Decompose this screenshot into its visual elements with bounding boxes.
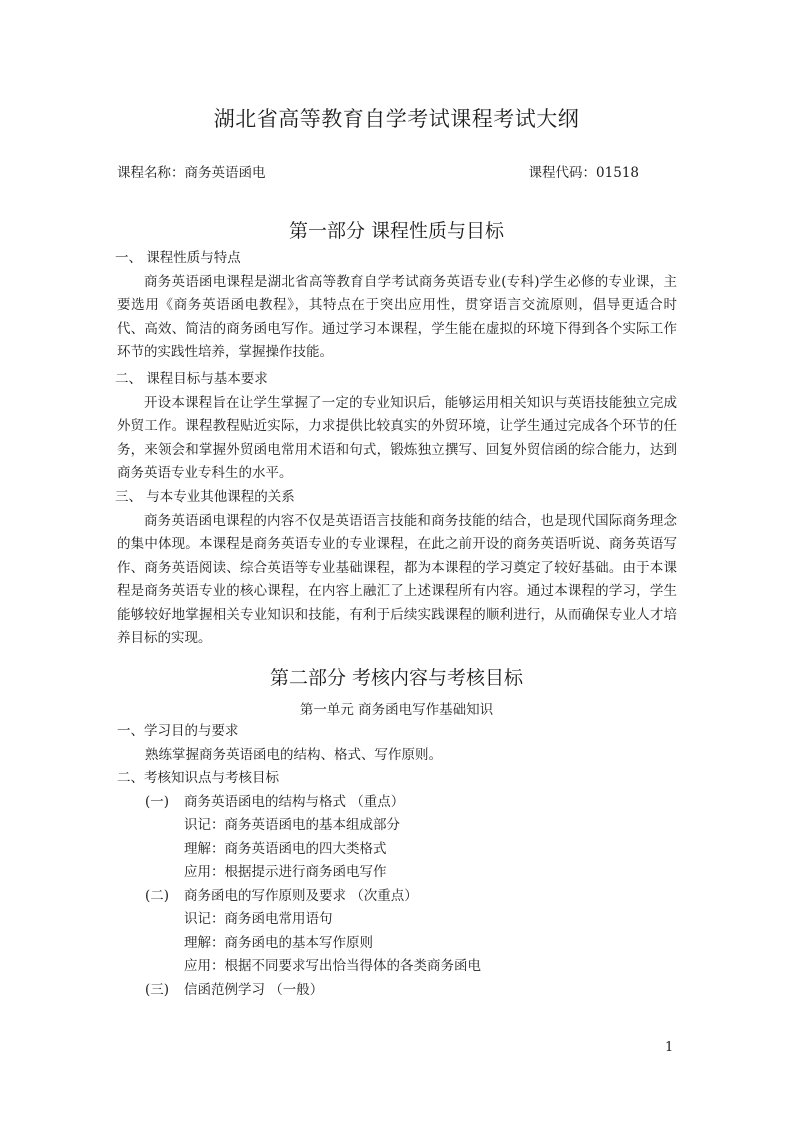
- assessment-item-1: [117, 791, 677, 815]
- section-heading: 一、 课程性质与特点: [115, 250, 241, 266]
- objectives-heading: 一、学习目的与要求: [117, 723, 239, 739]
- assessment-heading: 二、考核知识点与考核目标: [117, 770, 279, 786]
- item-title: 信函范例学习 （一般）: [184, 981, 324, 998]
- objectives-text: 熟练掌握商务英语函电的结构、格式、写作原则。: [145, 746, 442, 763]
- part1-section-2: [117, 368, 677, 486]
- course-name: 课程名称：商务英语函电: [117, 165, 266, 181]
- part1-section-3: [117, 486, 677, 651]
- section-heading: 三、 与本专业其他课程的关系: [115, 489, 295, 505]
- unit1-title: 第一单元 商务函电写作基础知识: [299, 702, 494, 718]
- item-title: 商务函电的写作原则及要求 （次重点）: [184, 887, 418, 904]
- item-line: 理解：商务英语函电的四大类格式: [184, 840, 387, 857]
- part1-section-1: [117, 247, 677, 365]
- assessment-item-3: [117, 979, 677, 1003]
- document-title: 湖北省高等教育自学考试课程考试大纲: [213, 107, 580, 131]
- item-line: 应用：根据提示进行商务函电写作: [184, 864, 387, 880]
- course-code: 课程代码：01518: [528, 165, 639, 181]
- item-line: 应用：根据不同要求写出恰当得体的各类商务函电: [184, 958, 481, 974]
- section-paragraph: 商务英语函电课程是湖北省高等教育自学考试商务英语专业(专科)学生必修的专业课，主要选用《商务英语函电教程》，其特点在于突出应用性，贯穿语言交流原则，倡导更适合时代、高效、简洁的商务函电写作。通过学习本课程，学生能在虚拟的环境下得到各个实际工作环节的实践性培养，掌握操作技能。: [117, 273, 677, 360]
- course-meta-row: [117, 161, 639, 181]
- item-line: 理解：商务函电的基本写作原则: [184, 934, 373, 951]
- assessment-item-2: [117, 885, 677, 909]
- part1-title: 第一部分 课程性质与目标: [288, 220, 505, 242]
- section-paragraph: 开设本课程旨在让学生掌握了一定的专业知识后，能够运用相关知识与英语技能独立完成外贸工作。课程教程贴近实际，力求提供比较真实的外贸环境，让学生通过完成各个环节的任务，来领会和掌握外贸函电常用术语和句式，锻炼独立撰写、回复外贸信函的综合能力，达到商务英语专业专科生的水平。: [117, 394, 677, 481]
- item-line: 识记：商务英语函电的基本组成部分: [184, 817, 400, 833]
- part2-title: 第二部分 考核内容与考核目标: [269, 667, 524, 689]
- item-number: (一): [145, 793, 170, 810]
- page-number: 1: [665, 1040, 674, 1055]
- item-title: 商务英语函电的结构与格式 （重点）: [184, 793, 405, 810]
- section-heading: 二、 课程目标与基本要求: [115, 371, 268, 387]
- item-number: (二): [145, 887, 170, 904]
- item-number: (三): [145, 981, 170, 998]
- unit1-content: [117, 720, 677, 1002]
- section-paragraph: 商务英语函电课程的内容不仅是英语语言技能和商务技能的结合，也是现代国际商务理念的集中体现。本课程是商务英语专业的专业课程，在此之前开设的商务英语听说、商务英语写作、商务英语阅读、综合英语等专业基础课程，都为本课程的学习奠定了较好基础。由于本课程是商务英语专业的核心课程，在内容上融汇了上述课程所有内容。通过本课程的学习，学生能够较好地掌握相关专业知识和技能，有利于后续实践课程的顺利进行，从而确保专业人才培养目标的实现。: [117, 512, 677, 646]
- item-line: 识记：商务函电常用语句: [184, 911, 333, 927]
